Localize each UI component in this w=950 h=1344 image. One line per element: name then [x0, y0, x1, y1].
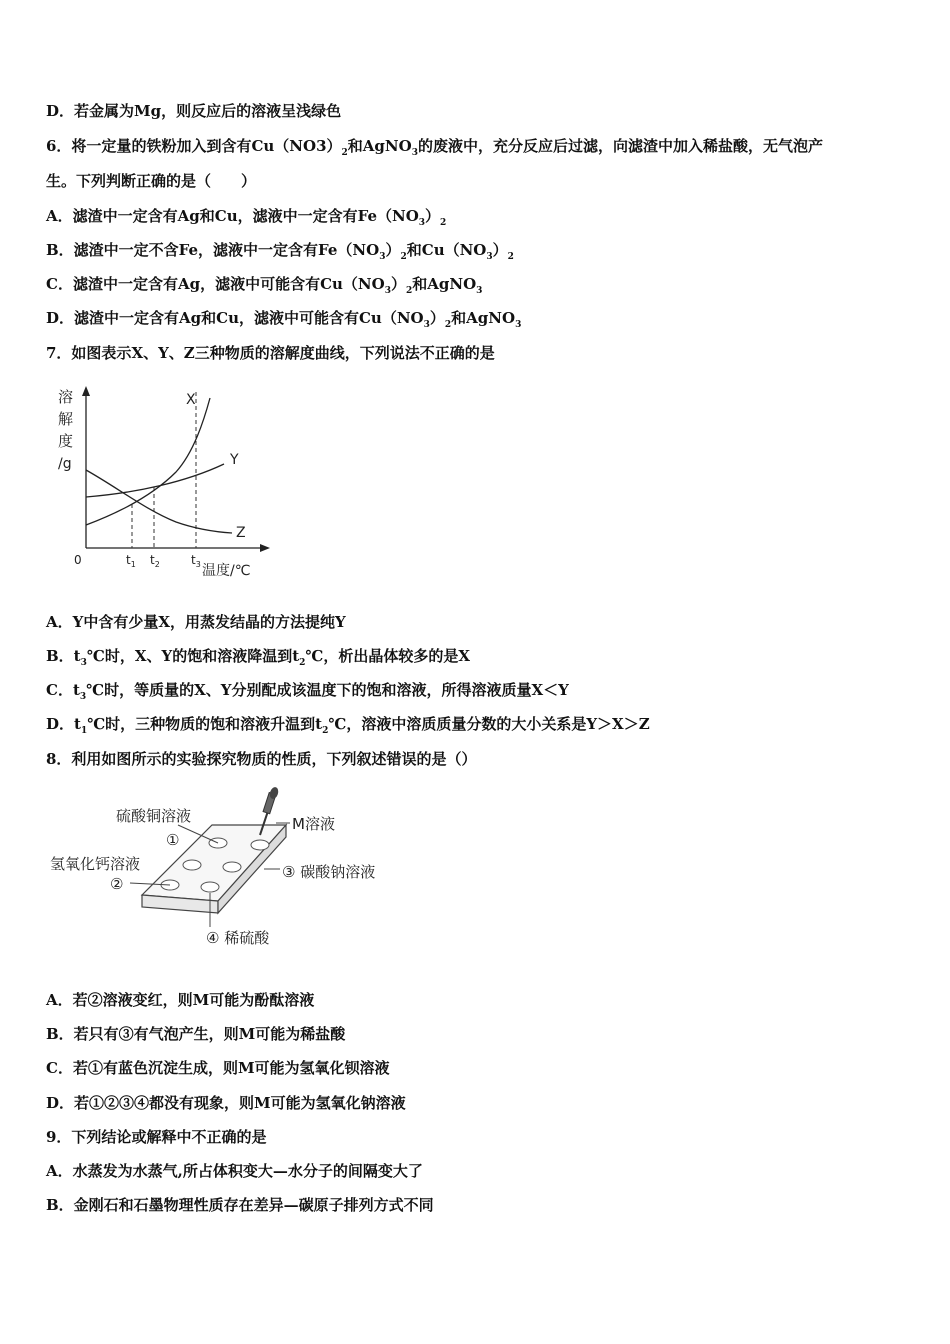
q8-option-a: A．若②溶液变红，则M可能为酚酞溶液 — [46, 991, 315, 1009]
ylabel-char: 溶 — [58, 388, 74, 406]
q7-option-c: C．$t_3℃$时，等质量的X、Y分别配成该温度下的饱和溶液，所得溶液质量X＜Y — [46, 681, 569, 702]
q8-option-d: D．若①②③④都没有现象，则M可能为氢氧化钠溶液 — [46, 1094, 406, 1112]
well — [223, 862, 241, 872]
ylabel-char: 解 — [58, 410, 74, 428]
q6-stem-continued: 生。下列判断正确的是（ ） — [46, 172, 257, 190]
q6-stem: 6．将一定量的铁粉加入到含有$Cu(NO3)_2$和AgNO$_3$的废液中，充分反应后过滤，向滤渣中加入稀盐酸，无气泡产 — [46, 137, 823, 158]
q7-option-b: B．$t_3℃$时，X、Y的饱和溶液降温到$t_2℃$，析出晶体较多的是X — [46, 647, 471, 668]
q6-option-c: C．滤渣中一定含有Ag，滤液中可能含有$Cu(NO_3)_2$和AgNO$_3$ — [46, 275, 483, 296]
well — [251, 840, 269, 850]
q7-option-d: D．$t_1℃$时，三种物质的饱和溶液升温到$t_2℃$，溶液中溶质质量分数的大小关系是Y＞X＞Z — [46, 715, 650, 736]
q8-stem: 8．利用如图所示的实验探究物质的性质，下列叙述错误的是（） — [46, 750, 477, 768]
tick-t1: $t_1$ — [126, 553, 136, 569]
origin-label: 0 — [74, 553, 82, 567]
curve-label-z: Z — [236, 525, 246, 541]
label-n2: ② — [110, 875, 124, 893]
q6-option-a: A．滤渣中一定含有Ag和Cu，滤液中一定含有$Fe(NO_3)_2$ — [46, 207, 447, 228]
curve-label-x: X — [186, 392, 196, 408]
q9-option-b: B．金刚石和石墨物理性质存在差异—碳原子排列方式不同 — [46, 1196, 434, 1214]
ylabel-char: 度 — [58, 432, 74, 450]
curve-y — [86, 464, 224, 497]
label-dilute-sulfuric: ④ 稀硫酸 — [206, 929, 270, 947]
curve-label-y: Y — [230, 452, 239, 468]
label-sodium-carbonate: ③ 碳酸钠溶液 — [282, 863, 376, 881]
q9-option-a: A．水蒸发为水蒸气,所占体积变大—水分子的间隔变大了 — [46, 1162, 423, 1180]
y-axis-arrow — [82, 386, 90, 396]
x-axis-label: 温度/℃ — [202, 563, 251, 579]
well — [201, 882, 219, 892]
label-m-solution: M溶液 — [292, 815, 335, 833]
q9-stem: 9．下列结论或解释中不正确的是 — [46, 1128, 267, 1146]
q6-option-b: B．滤渣中一定不含Fe，滤液中一定含有$Fe(NO_3)_2$和$Cu(NO_3)_2$ — [46, 241, 514, 262]
q7-stem: 7．如图表示X、Y、Z三种物质的溶解度曲线，下列说法不正确的是 — [46, 344, 495, 362]
label-copper-sulfate: 硫酸铜溶液 — [116, 807, 192, 825]
q7-option-a: A．Y中含有少量X，用蒸发结晶的方法提纯Y — [46, 613, 346, 631]
solubility-chart — [46, 380, 276, 585]
well — [183, 860, 201, 870]
q6-option-d: D．滤渣中一定含有Ag和Cu，滤液中可能含有$Cu(NO_3)_2$和AgNO$_3$ — [46, 309, 522, 330]
curve-x — [86, 398, 210, 525]
q8-option-b: B．若只有③有气泡产生，则M可能为稀盐酸 — [46, 1025, 346, 1043]
ylabel-char: /g — [58, 456, 72, 472]
label-calcium-hydroxide: 氢氧化钙溶液 — [50, 855, 141, 873]
spot-plate-figure — [46, 785, 396, 955]
curve-z — [86, 470, 232, 533]
label-n1: ① — [166, 831, 180, 849]
tick-t2: $t_2$ — [150, 553, 160, 569]
x-axis-arrow — [260, 544, 270, 552]
q8-option-c: C．若①有蓝色沉淀生成，则M可能为氢氧化钡溶液 — [46, 1059, 390, 1077]
q5-option-d: D．若金属为Mg，则反应后的溶液呈浅绿色 — [46, 102, 342, 120]
tick-t3: $t_3$ — [191, 553, 201, 569]
